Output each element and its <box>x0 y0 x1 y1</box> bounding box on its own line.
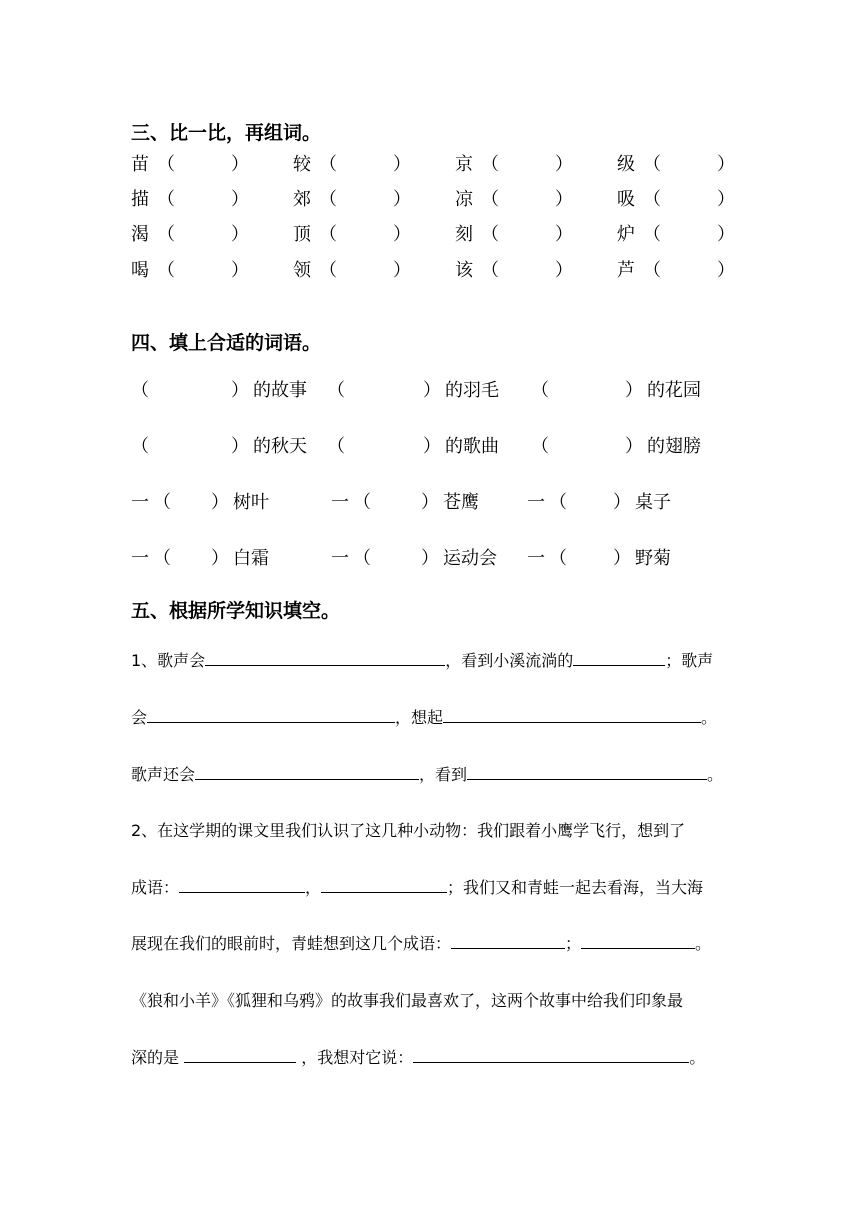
open-paren: （ <box>157 224 175 245</box>
character: 描 <box>131 189 149 210</box>
character: 领 <box>293 260 311 281</box>
section4-title: 四、填上合适的词语。 <box>131 332 322 354</box>
close-paren: ） <box>717 154 735 175</box>
close-paren: ） <box>231 224 249 245</box>
open-paren: （ <box>319 260 337 281</box>
section4-row-1: （ ） 的故事 （ ） 的羽毛 （ ） 的花园 <box>131 380 701 401</box>
close-paren: ） <box>393 224 411 245</box>
character: 郊 <box>293 189 311 210</box>
close-paren: ） <box>393 260 411 281</box>
close-paren: ） <box>717 224 735 245</box>
section3-row <box>131 256 735 282</box>
close-paren: ） <box>555 224 573 245</box>
answer-blank[interactable] <box>147 705 395 723</box>
character: 京 <box>455 154 473 175</box>
q1-line-3: 歌声还会 ，看到 。 <box>131 762 723 785</box>
open-paren: （ <box>643 260 661 281</box>
answer-blank[interactable] <box>321 875 447 893</box>
answer-blank[interactable] <box>467 762 707 780</box>
close-paren: ） <box>231 154 249 175</box>
open-paren: （ <box>643 224 661 245</box>
answer-blank[interactable] <box>205 648 445 666</box>
answer-blank[interactable] <box>184 1045 296 1063</box>
open-paren: （ <box>481 260 499 281</box>
close-paren: ） <box>231 189 249 210</box>
section3-title: 三、比一比，再组词。 <box>131 122 322 144</box>
character: 凉 <box>455 189 473 210</box>
open-paren: （ <box>643 154 661 175</box>
open-paren: （ <box>157 260 175 281</box>
answer-blank[interactable] <box>581 931 695 949</box>
open-paren: （ <box>157 189 175 210</box>
character: 刻 <box>455 224 473 245</box>
open-paren: （ <box>157 154 175 175</box>
close-paren: ） <box>555 260 573 281</box>
open-paren: （ <box>481 224 499 245</box>
character: 顶 <box>293 224 311 245</box>
section4-row-4: 一 （ ） 白霜 一 （ ） 运动会 一 （ ） 野菊 <box>131 548 671 569</box>
open-paren: （ <box>319 154 337 175</box>
answer-blank[interactable] <box>443 705 701 723</box>
close-paren: ） <box>231 260 249 281</box>
character: 吸 <box>617 189 635 210</box>
q2-line-5: 深的是 ，我想对它说： 。 <box>131 1045 705 1068</box>
answer-blank[interactable] <box>573 648 665 666</box>
section4-row-3: 一 （ ） 树叶 一 （ ） 苍鹰 一 （ ） 桌子 <box>131 492 671 513</box>
close-paren: ） <box>393 189 411 210</box>
open-paren: （ <box>481 154 499 175</box>
q1-line-2: 会 ，想起 。 <box>131 705 717 728</box>
q1-line-1: 1、歌声会 ，看到小溪流淌的 ；歌声 <box>131 648 713 671</box>
open-paren: （ <box>643 189 661 210</box>
answer-blank[interactable] <box>179 875 305 893</box>
character: 级 <box>617 154 635 175</box>
close-paren: ） <box>393 154 411 175</box>
answer-blank[interactable] <box>195 762 419 780</box>
character: 苗 <box>131 154 149 175</box>
answer-blank[interactable] <box>413 1045 689 1063</box>
q2-line-2: 成语： ， ；我们又和青蛙一起去看海，当大海 <box>131 875 703 898</box>
character: 炉 <box>617 224 635 245</box>
section3-row <box>131 220 735 246</box>
character: 芦 <box>617 260 635 281</box>
close-paren: ） <box>555 189 573 210</box>
open-paren: （ <box>319 189 337 210</box>
close-paren: ） <box>555 154 573 175</box>
section3-row <box>131 185 735 211</box>
section4-row-2: （ ） 的秋天 （ ） 的歌曲 （ ） 的翅膀 <box>131 436 701 457</box>
character: 该 <box>455 260 473 281</box>
answer-blank[interactable] <box>451 931 565 949</box>
character: 喝 <box>131 260 149 281</box>
open-paren: （ <box>319 224 337 245</box>
character: 渴 <box>131 224 149 245</box>
section3-row <box>131 150 735 176</box>
q2-line-4: 《狼和小羊》《狐狸和乌鸦》的故事我们最喜欢了，这两个故事中给我们印象最 <box>131 991 684 1010</box>
close-paren: ） <box>717 189 735 210</box>
open-paren: （ <box>481 189 499 210</box>
section5-title: 五、根据所学知识填空。 <box>131 600 341 622</box>
close-paren: ） <box>717 260 735 281</box>
character: 较 <box>293 154 311 175</box>
q2-line-1: 2、在这学期的课文里我们认识了这几种小动物：我们跟着小鹰学飞行，想到了 <box>131 821 686 840</box>
q2-line-3: 展现在我们的眼前时，青蛙想到这几个成语： ； 。 <box>131 931 711 954</box>
